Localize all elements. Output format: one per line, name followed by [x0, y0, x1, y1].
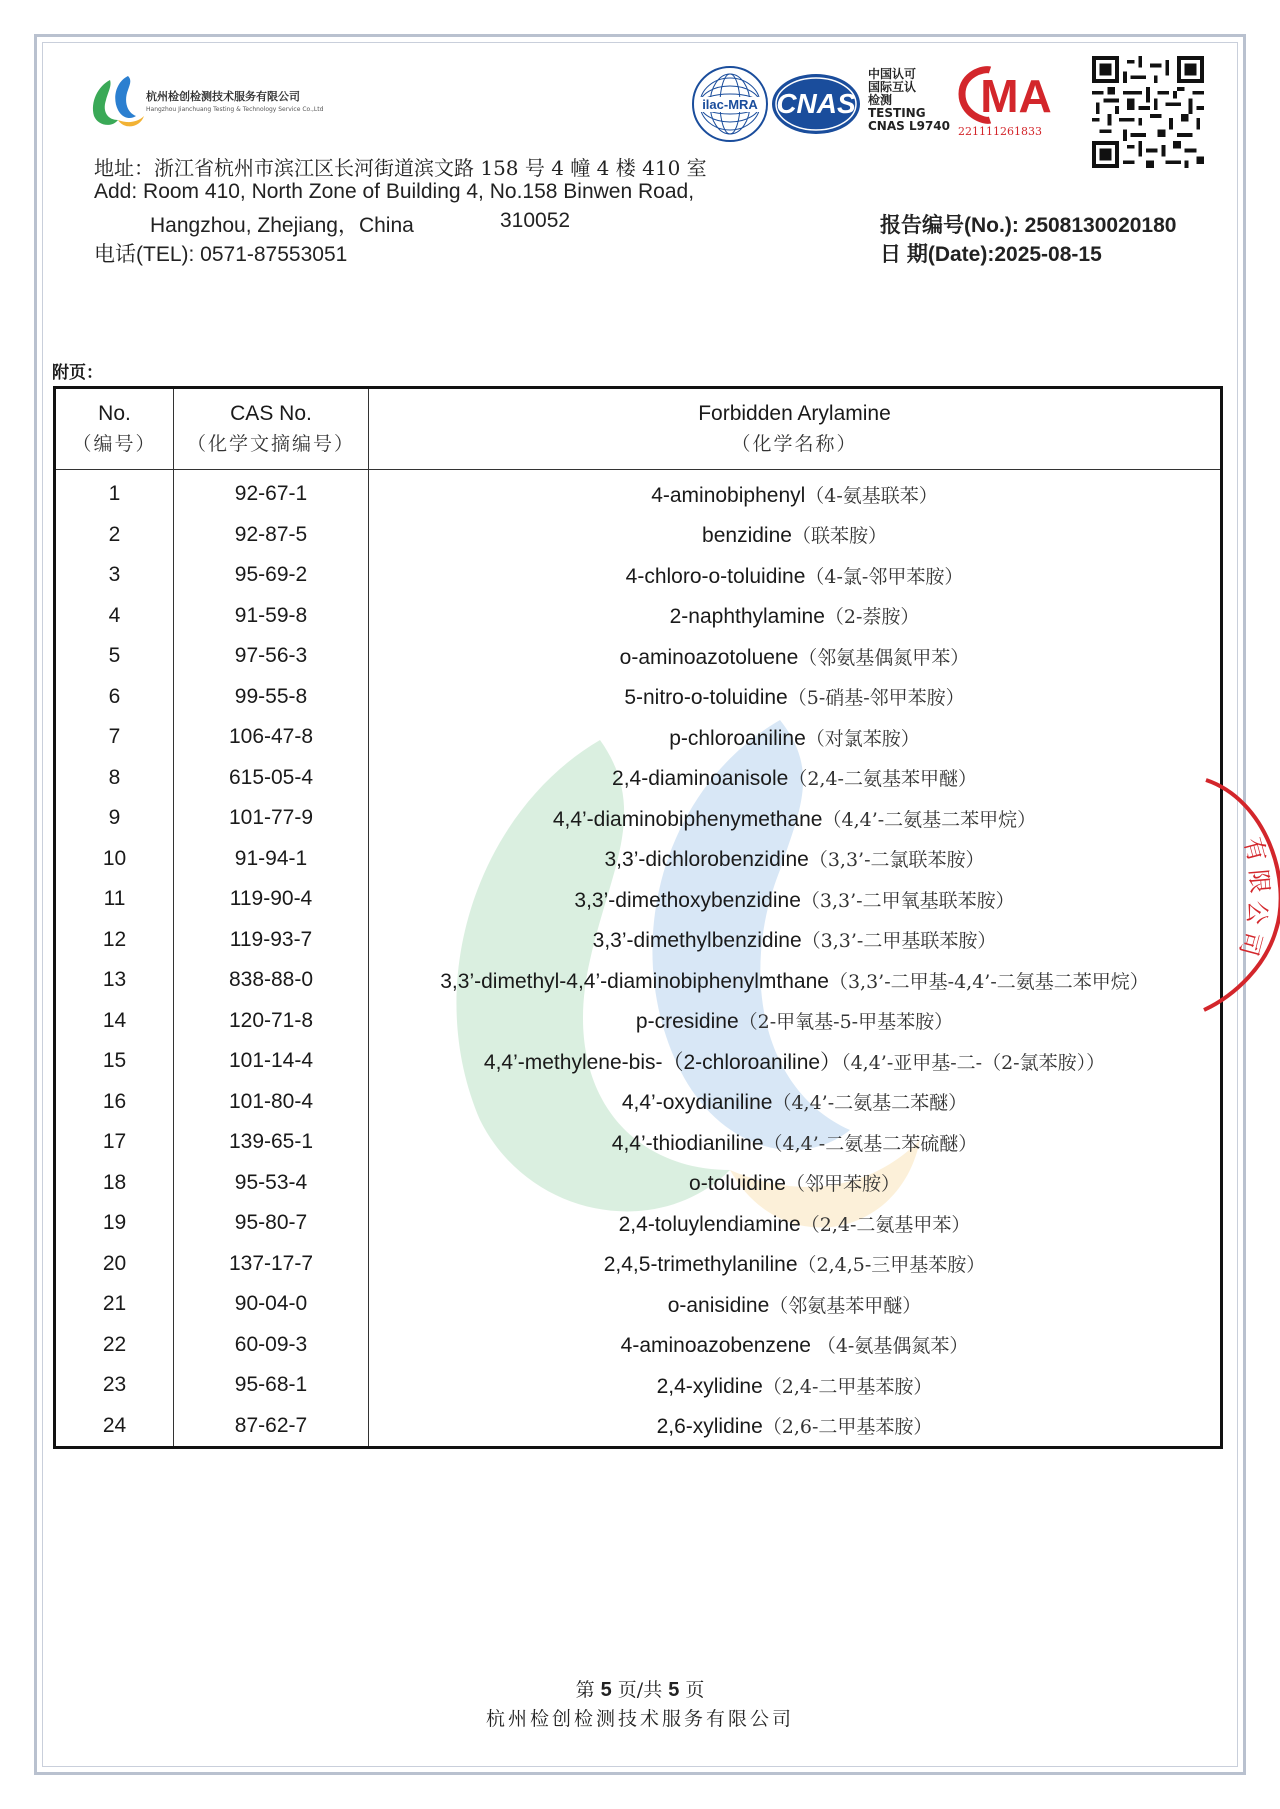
table-row [55, 470, 1222, 515]
cma-icon [954, 64, 1060, 126]
chemical-name-en: p-chloroaniline [669, 726, 806, 750]
cell-cas: 119-93-7 [174, 920, 369, 961]
header-name [369, 388, 1222, 470]
cnas-icon [770, 68, 862, 140]
chemical-name-en: 4,4’-methylene-bis-（2-chloroaniline） [483, 1051, 842, 1075]
appendix-label: 附页： [52, 363, 103, 383]
table-row [55, 1163, 1222, 1204]
chemical-name-en: 3,3’-dimethylbenzidine [592, 929, 802, 953]
cell-no: 15 [55, 1041, 174, 1082]
table-row [55, 839, 1222, 880]
cell-cas: 99-55-8 [174, 677, 369, 718]
page-total: 5 [668, 1679, 680, 1701]
header-name-cn: （化学名称） [731, 433, 858, 455]
cell-no: 4 [55, 596, 174, 637]
table-row [55, 677, 1222, 718]
chemical-name-en: 2,4-diaminoanisole [612, 767, 789, 791]
cell-no: 11 [55, 879, 174, 920]
table-row [55, 960, 1222, 1001]
cell-cas: 60-09-3 [174, 1325, 369, 1366]
cell-name [369, 636, 1222, 677]
cell-cas: 87-62-7 [174, 1406, 369, 1448]
cell-no: 13 [55, 960, 174, 1001]
cell-name [369, 555, 1222, 596]
chemical-name-en: 2-naphthylamine [669, 605, 825, 629]
header-name-label: Forbidden Arylamine [698, 402, 891, 425]
table-row [55, 758, 1222, 799]
chemical-name-en: 4-aminobiphenyl [651, 483, 806, 507]
cell-no: 12 [55, 920, 174, 961]
cell-cas: 101-80-4 [174, 1082, 369, 1123]
table-row [55, 515, 1222, 556]
chemical-name-en: 4,4’-thiodianiline [611, 1131, 764, 1155]
table-row [55, 555, 1222, 596]
cell-name [369, 717, 1222, 758]
cnas-label: CNAS [776, 88, 856, 119]
chemical-name-en: 3,3’-dimethoxybenzidine [574, 888, 801, 912]
cell-cas: 139-65-1 [174, 1122, 369, 1163]
cell-cas: 106-47-8 [174, 717, 369, 758]
cell-cas: 97-56-3 [174, 636, 369, 677]
table-row [55, 636, 1222, 677]
cell-name [369, 1325, 1222, 1366]
cell-name [369, 470, 1222, 515]
table-row [55, 1284, 1222, 1325]
chemical-name-cn: （4,4’-亚甲基-二-（2-氯苯胺）） [841, 1052, 1106, 1075]
table-row [55, 1325, 1222, 1366]
chemical-name-cn: （2-甲氧基-5-甲基苯胺） [738, 1011, 954, 1034]
footer-company-name: 杭州检创检测技术服务有限公司 [485, 1708, 794, 1730]
header-cas [174, 388, 369, 470]
chemical-name-en: 2,4-xylidine [656, 1374, 763, 1398]
cell-no: 17 [55, 1122, 174, 1163]
cell-no: 19 [55, 1203, 174, 1244]
chemical-name-en: 5-nitro-o-toluidine [624, 686, 788, 710]
cnas-text-line: CNAS L9740 [868, 119, 951, 133]
cell-name [369, 1244, 1222, 1285]
cell-cas: 95-68-1 [174, 1365, 369, 1406]
cma-number: 221111261833 [958, 125, 1042, 138]
chemical-name-cn: （2,4,5-三甲基苯胺） [797, 1254, 986, 1277]
chemical-name-cn: （3,3’-二甲基-4,4’-二氨基二苯甲烷） [828, 970, 1149, 993]
cnas-text-line: 中国认可 [868, 67, 917, 81]
svg-text:有: 有 [1238, 834, 1272, 865]
chemical-name-cn: （4,4’-二氨基二苯硫醚） [763, 1132, 978, 1155]
cell-no: 7 [55, 717, 174, 758]
cell-name [369, 1203, 1222, 1244]
cnas-text-line: 检测 [868, 93, 893, 107]
table-row [55, 920, 1222, 961]
chemical-name-cn: （4-氨基偶氮苯） [816, 1335, 969, 1358]
page-current: 5 [600, 1679, 612, 1701]
cell-name [369, 1082, 1222, 1123]
chemical-name-cn: （邻甲苯胺） [785, 1173, 900, 1196]
address-en-line1: Add: Room 410, North Zone of Building 4, No.158 Binwen Road, [94, 180, 695, 203]
chemical-name-en: 3,3’-dichlorobenzidine [604, 848, 809, 872]
cell-no: 22 [55, 1325, 174, 1366]
cell-no: 21 [55, 1284, 174, 1325]
chemical-name-en: benzidine [702, 524, 792, 548]
address-en-line2: Hangzhou, Zhejiang，China [150, 214, 414, 237]
cell-no: 16 [55, 1082, 174, 1123]
cell-name [369, 1001, 1222, 1042]
cell-name [369, 1163, 1222, 1204]
table-row [55, 1365, 1222, 1406]
cell-name [369, 1284, 1222, 1325]
table-row [55, 1041, 1222, 1082]
cell-no: 23 [55, 1365, 174, 1406]
chemical-name-cn: （联苯胺） [791, 525, 887, 548]
chemical-name-en: 2,4,5-trimethylaniline [603, 1253, 798, 1277]
cell-name [369, 1406, 1222, 1448]
header-no-label: No. [98, 402, 131, 425]
chemical-name-en: 3,3’-dimethyl-4,4’-diaminobiphenylmthane [440, 969, 829, 993]
cell-name [369, 1041, 1222, 1082]
chemical-name-en: o-anisidine [667, 1293, 770, 1317]
table-row [55, 1001, 1222, 1042]
chemical-name-cn: （4-氯-邻甲苯胺） [805, 565, 964, 588]
chemical-name-en: 2,4-toluylendiamine [618, 1212, 801, 1236]
chemical-name-en: 2,6-xylidine [656, 1415, 763, 1439]
cell-cas: 91-94-1 [174, 839, 369, 880]
qr-code-icon [1092, 56, 1204, 168]
table-row [55, 1122, 1222, 1163]
cell-name [369, 1365, 1222, 1406]
chemical-name-cn: （邻氨基偶氮甲苯） [798, 646, 970, 669]
cell-name [369, 596, 1222, 637]
cell-no: 1 [55, 470, 174, 515]
chemical-name-en: 4,4’-oxydianiline [621, 1091, 773, 1115]
header-cas-label: CAS No. [230, 402, 312, 425]
chemical-name-cn: （2,4-二氨基苯甲醚） [788, 768, 977, 791]
page-mid: 页/共 [617, 1679, 663, 1701]
svg-text:公: 公 [1241, 899, 1272, 926]
chemical-name-en: 4-chloro-o-toluidine [625, 564, 806, 588]
address-postcode: 310052 [500, 209, 571, 232]
cell-cas: 838-88-0 [174, 960, 369, 1001]
cnas-text-line: 国际互认 [868, 80, 917, 94]
cell-cas: 92-87-5 [174, 515, 369, 556]
chemical-name-cn: （2,4-二甲基苯胺） [762, 1375, 933, 1398]
page-suffix: 页 [685, 1679, 705, 1701]
ma-label: MA [980, 70, 1052, 122]
chemical-name-cn: （4,4’-二氨基二苯醚） [772, 1092, 968, 1115]
report-number: 报告编号(No.): 2508130020180 [880, 214, 1177, 237]
cell-name [369, 677, 1222, 718]
cell-name [369, 920, 1222, 961]
address-cn: 地址：浙江省杭州市滨江区长河街道滨文路 158 号 4 幢 4 楼 410 室 [94, 156, 707, 180]
cell-no: 6 [55, 677, 174, 718]
company-name-logo: 杭州检创检测技术服务有限公司 [146, 90, 300, 103]
chemical-name-cn: （5-硝基-邻甲苯胺） [787, 687, 965, 710]
cell-cas: 95-53-4 [174, 1163, 369, 1204]
report-date: 日 期(Date):2025-08-15 [880, 243, 1102, 266]
company-seal-icon [1196, 760, 1280, 1020]
chemical-name-en: o-toluidine [689, 1172, 786, 1196]
cell-no: 10 [55, 839, 174, 880]
chemical-name-cn: （3,3’-二甲氧基联苯胺） [800, 889, 1015, 912]
cell-cas: 95-80-7 [174, 1203, 369, 1244]
chemical-name-en: 4-aminoazobenzene [620, 1334, 817, 1358]
table-row [55, 798, 1222, 839]
cell-cas: 137-17-7 [174, 1244, 369, 1285]
chemical-name-en: p-cresidine [635, 1010, 739, 1034]
chemical-name-cn: （4,4’-二氨基二苯甲烷） [822, 808, 1037, 831]
cell-cas: 95-69-2 [174, 555, 369, 596]
cell-no: 2 [55, 515, 174, 556]
cell-no: 24 [55, 1406, 174, 1448]
table-row [55, 1082, 1222, 1123]
ilac-mra-icon [690, 64, 770, 144]
cell-no: 20 [55, 1244, 174, 1285]
table-header-row [55, 388, 1222, 470]
cell-no: 5 [55, 636, 174, 677]
table-row [55, 1203, 1222, 1244]
ilac-label: ilac-MRA [702, 97, 758, 112]
cell-cas: 91-59-8 [174, 596, 369, 637]
header-no [55, 388, 174, 470]
cell-name [369, 515, 1222, 556]
chemical-name-cn: （邻氨基苯甲醚） [769, 1294, 922, 1317]
cnas-text-block [868, 68, 950, 133]
cnas-text-line: TESTING [868, 106, 926, 120]
cell-cas: 120-71-8 [174, 1001, 369, 1042]
chemical-name-cn: （2,4-二氨基甲苯） [800, 1213, 971, 1236]
cell-name [369, 758, 1222, 799]
table-row [55, 717, 1222, 758]
svg-text:司: 司 [1233, 928, 1268, 959]
cell-no: 8 [55, 758, 174, 799]
cell-cas: 90-04-0 [174, 1284, 369, 1325]
header-cas-cn: （化学文摘编号） [186, 433, 355, 455]
header-no-cn: （编号） [72, 433, 157, 455]
cell-name [369, 798, 1222, 839]
svg-text:限: 限 [1244, 868, 1275, 895]
cell-no: 14 [55, 1001, 174, 1042]
company-name-en-logo: Hangzhou Jianchuang Testing & Technology Service Co.,Ltd [146, 106, 324, 113]
page-number [0, 1675, 1280, 1702]
cell-cas: 101-14-4 [174, 1041, 369, 1082]
chemical-name-cn: （4-氨基联苯） [805, 484, 938, 507]
cell-name [369, 960, 1222, 1001]
cell-cas: 119-90-4 [174, 879, 369, 920]
cell-name [369, 1122, 1222, 1163]
table-row [55, 879, 1222, 920]
table-row [55, 596, 1222, 637]
chemical-name-en: o-aminoazotoluene [619, 645, 799, 669]
cell-no: 3 [55, 555, 174, 596]
cell-no: 18 [55, 1163, 174, 1204]
forbidden-arylamine-table [53, 386, 1223, 1449]
chemical-name-cn: （3,3’-二氯联苯胺） [808, 849, 985, 872]
cell-cas: 101-77-9 [174, 798, 369, 839]
table-row [55, 1244, 1222, 1285]
cell-name [369, 879, 1222, 920]
chemical-name-cn: （2,6-二甲基苯胺） [762, 1416, 933, 1439]
address-tel: 电话(TEL): 0571-87553051 [94, 243, 348, 266]
cell-cas: 615-05-4 [174, 758, 369, 799]
chemical-name-en: 4,4’-diaminobiphenymethane [552, 807, 823, 831]
page-prefix: 第 [575, 1679, 595, 1701]
chemical-name-cn: （对氯苯胺） [805, 727, 920, 750]
table-row [55, 1406, 1222, 1448]
chemical-name-cn: （3,3’-二甲基联苯胺） [801, 930, 997, 953]
cell-cas: 92-67-1 [174, 470, 369, 515]
cell-no: 9 [55, 798, 174, 839]
chemical-name-cn: （2-萘胺） [824, 606, 920, 629]
cell-name [369, 839, 1222, 880]
